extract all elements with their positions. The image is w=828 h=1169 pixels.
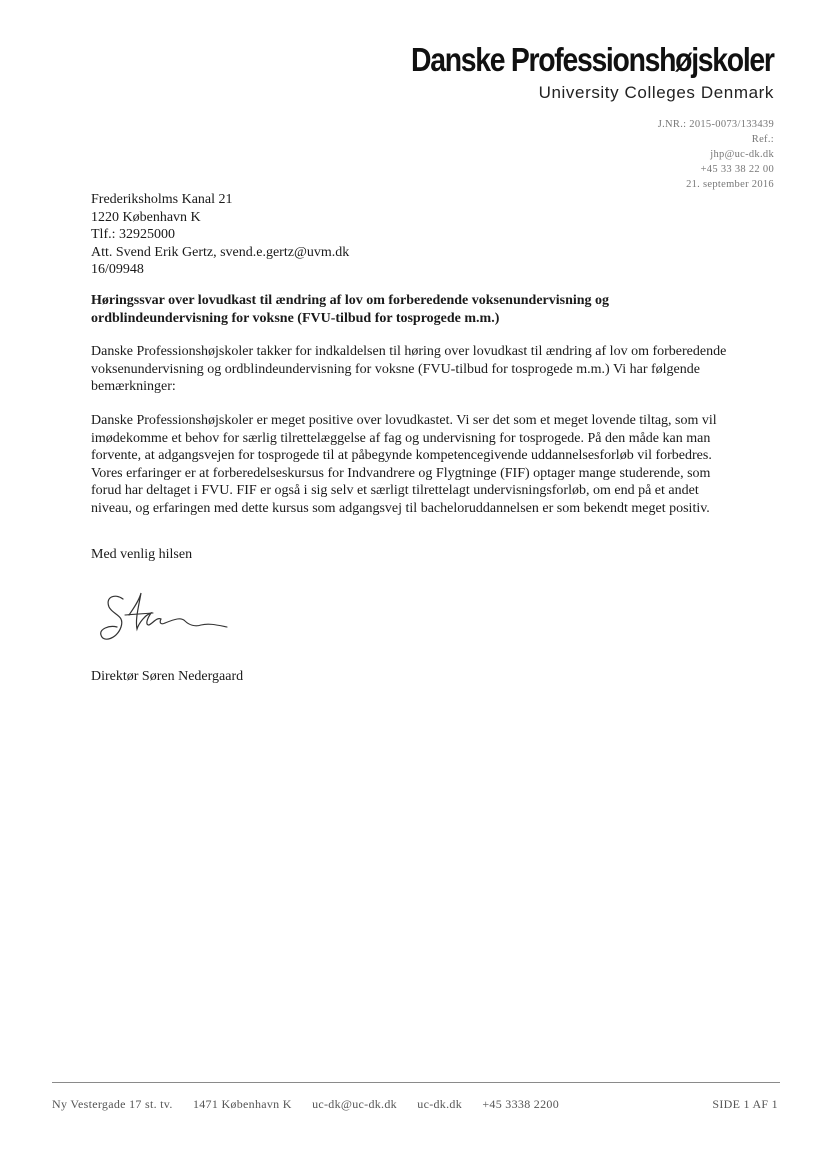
- sender-email: jhp@uc-dk.dk: [710, 149, 774, 160]
- case-number: 16/09948: [91, 262, 144, 277]
- journal-number: J.NR.: 2015-0073/133439: [657, 119, 774, 130]
- sender-phone: +45 33 38 22 00: [700, 164, 774, 175]
- letter-date: 21. september 2016: [686, 179, 774, 190]
- recipient-phone: Tlf.: 32925000: [91, 227, 175, 242]
- recipient-city: 1220 København K: [91, 209, 201, 225]
- recipient-attention: Att. Svend Erik Gertz, svend.e.gertz@uvm.dk: [91, 244, 350, 260]
- reference: Ref.:: [751, 134, 774, 145]
- footer-email: uc-dk@uc-dk.dk: [312, 1097, 397, 1111]
- footer-phone: +45 3338 2200: [482, 1097, 559, 1111]
- letter-footer: [52, 1097, 778, 1112]
- body-paragraph-2: Danske Professionshøjskoler er meget positive over lovudkastet. Vi ser det som et meget lovende tiltag, som vil imødekomme et behov for særlig tilrettelæggelse af fag og undervisning for tosprogede. På den måde kan man forvente, at adgangsvejen for tosprogede til at påbegynde kompetencegivende uddannelsesforløb vil forbedres. Vores erfaringer er at forberedelseskursus for Indvandrere og Flygtninge (FIF) optager mange studerende, som forud har deltaget i FVU. FIF er også i sig selv et særligt tilrettelagt undervisningsforløb, om end på et andet niveau, og erfaringen med dette kursus som adgangsvej til bacheloruddannelsen er som bekendt meget positiv.: [91, 413, 717, 516]
- footer-website: uc-dk.dk: [417, 1097, 463, 1111]
- recipient-address: Frederiksholms Kanal 21: [91, 192, 233, 207]
- footer-city: 1471 København K: [192, 1097, 292, 1111]
- closing-salutation: Med venlig hilsen: [91, 547, 193, 562]
- handwritten-signature: [95, 585, 235, 655]
- recipient-block: [91, 191, 349, 279]
- letter-subject: Høringssvar over lovudkast til ændring af lov om forberedende voksenundervisning og ordblindeundervisning for voksne (FVU-tilbud for tosprogede m.m.): [91, 293, 610, 326]
- signer-name: Direktør Søren Nedergaard: [91, 669, 244, 684]
- org-name: Danske Professionshøjskoler: [411, 41, 774, 78]
- letterhead-logo: [352, 40, 774, 104]
- body-paragraph-1: Danske Professionshøjskoler takker for indkaldelsen til høring over lovudkast til ændring af lov om forberedende voksenundervisning og ordblindeundervisning for voksne (FVU-tilbud for tosprogede m.m.) Vi har følgende bemærkninger:: [91, 344, 727, 395]
- org-subtitle: University Colleges Denmark: [538, 83, 774, 102]
- page-number: SIDE 1 AF 1: [712, 1097, 778, 1111]
- footer-contact: [52, 1097, 576, 1112]
- letter-meta: [658, 117, 774, 192]
- footer-divider: [52, 1082, 780, 1083]
- footer-address: Ny Vestergade 17 st. tv.: [52, 1097, 173, 1111]
